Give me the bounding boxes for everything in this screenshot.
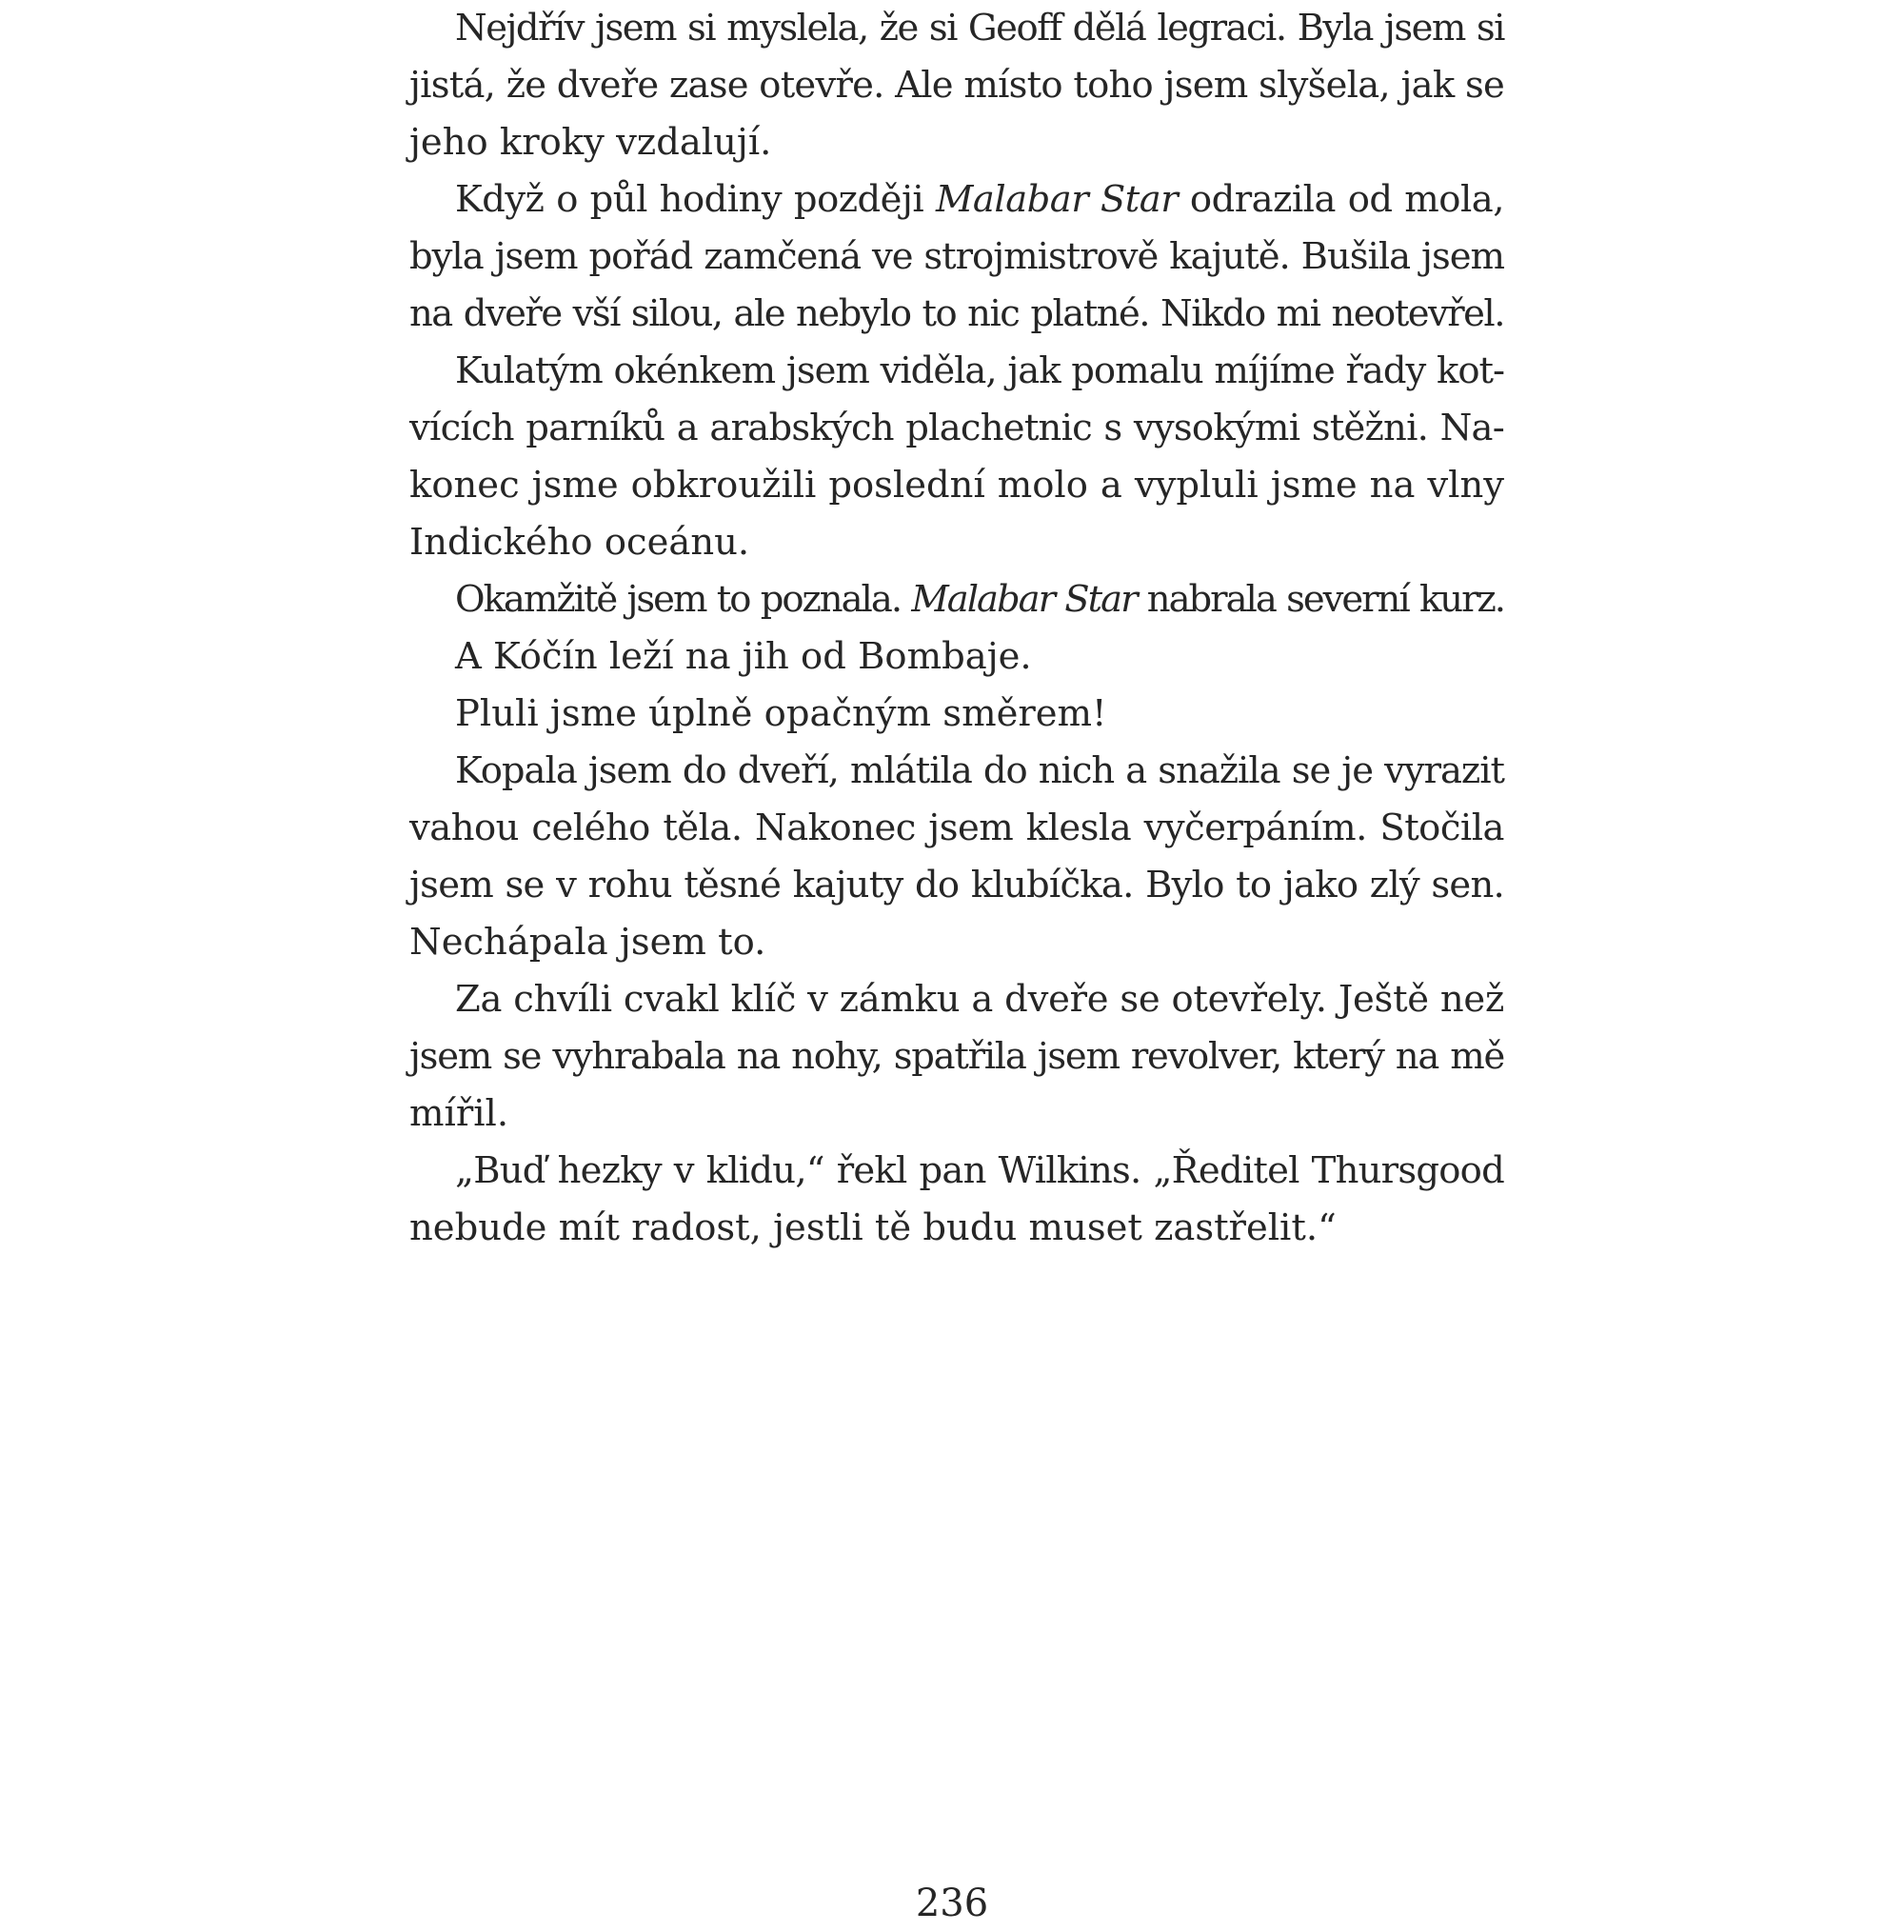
text-line: Indického oceánu.: [409, 521, 750, 564]
text-line: na dveře vší silou, ale nebylo to nic platné. Nikdo mi neotevřel.: [409, 292, 1504, 335]
text-line: Nejdřív jsem si myslela, že si Geoff dělá legraci. Byla jsem si: [455, 7, 1504, 50]
page-number: 236: [915, 1882, 989, 1925]
text-line: Když o půl hodiny později Malabar Star odrazila od mola,: [455, 178, 1504, 221]
text-line: Okamžitě jsem to poznala. Malabar Star nabrala severní kurz.: [455, 578, 1504, 621]
text-line: Nechápala jsem to.: [409, 921, 766, 964]
text-line: jsem se v rohu těsné kajuty do klubíčka. Bylo to jako zlý sen.: [409, 864, 1504, 906]
text-line: vahou celého těla. Nakonec jsem klesla vyčerpáním. Stočila: [409, 807, 1504, 849]
text-line: jistá, že dveře zase otevře. Ale místo toho jsem slyšela, jak se: [409, 64, 1504, 107]
text-line: „Buď hezky v klidu,“ řekl pan Wilkins. „Ředitel Thursgood: [455, 1149, 1504, 1192]
text-line: Kulatým okénkem jsem viděla, jak pomalu míjíme řady kot-: [455, 349, 1504, 392]
ship-name: Malabar Star: [911, 578, 1137, 621]
text-line: jeho kroky vzdalují.: [409, 121, 772, 164]
text-line: Pluli jsme úplně opačným směrem!: [455, 692, 1107, 735]
ship-name: Malabar Star: [936, 178, 1179, 221]
text-line: Za chvíli cvakl klíč v zámku a dveře se otevřely. Ještě než: [455, 978, 1504, 1021]
text-line: jsem se vyhrabala na nohy, spatřila jsem revolver, který na mě: [409, 1035, 1504, 1078]
text-line: Kopala jsem do dveří, mlátila do nich a snažila se je vyrazit: [455, 749, 1504, 792]
text-line: nebude mít radost, jestli tě budu muset zastřelit.“: [409, 1206, 1337, 1249]
text-line: byla jsem pořád zamčená ve strojmistrově kajutě. Bušila jsem: [409, 235, 1504, 278]
text-line: vících parníků a arabských plachetnic s vysokými stěžni. Na-: [409, 407, 1504, 449]
text-line: A Kóčín leží na jih od Bombaje.: [455, 635, 1032, 678]
text-line: konec jsme obkroužili poslední molo a vypluli jsme na vlny: [409, 464, 1504, 507]
text-line: mířil.: [409, 1092, 509, 1135]
